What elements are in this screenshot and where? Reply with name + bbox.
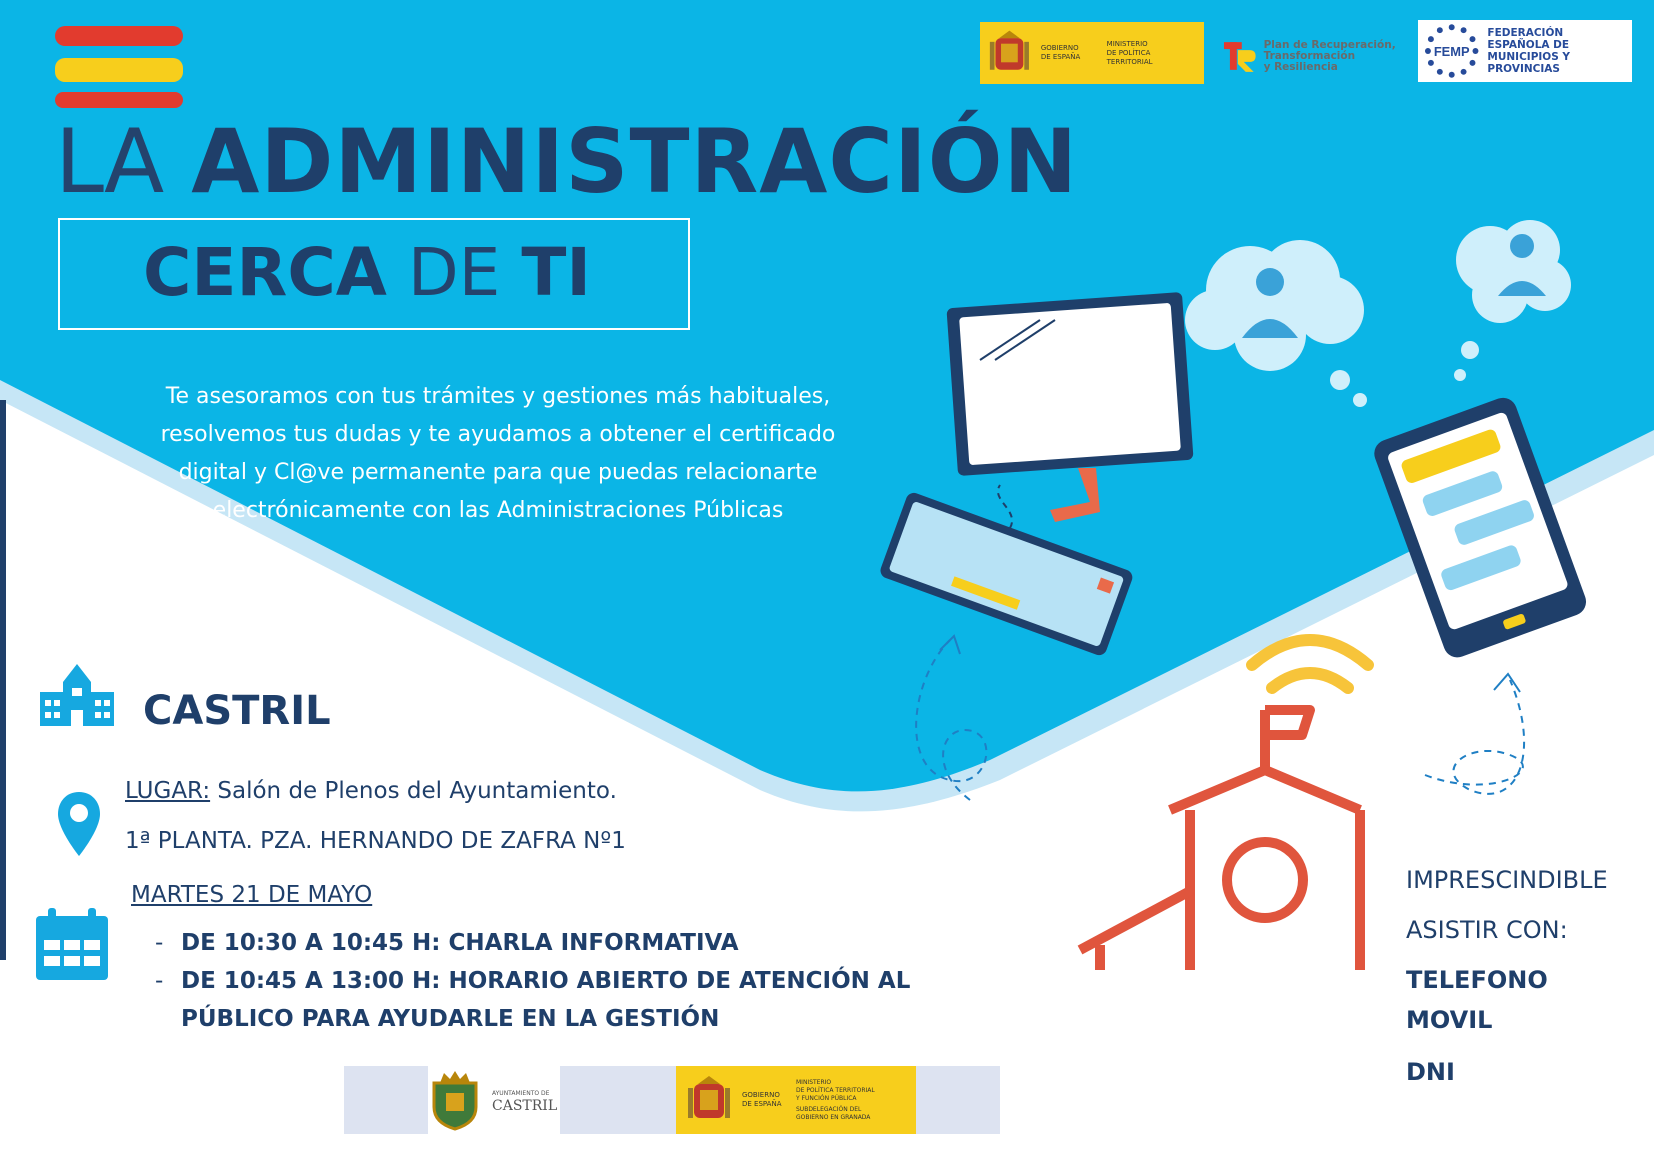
- ministry-text: MINISTERIO DE POLÍTICA TERRITORIAL: [1106, 39, 1153, 66]
- title-bold: ADMINISTRACIÓN: [191, 110, 1079, 213]
- spain-flag-yellow-bar: [55, 58, 183, 82]
- requirement-phone-2: MOVIL: [1406, 1006, 1493, 1034]
- location-pin-icon: [56, 790, 102, 858]
- prtr-logo: [1222, 34, 1402, 78]
- place-line: [125, 778, 617, 804]
- requirement-heading-1: IMPRESCINDIBLE: [1406, 866, 1608, 894]
- subtitle-bold-1: CERCA: [143, 234, 387, 311]
- place-value: Salón de Plenos del Ayuntamiento.: [217, 778, 617, 804]
- school-building-icon: [1050, 710, 1400, 970]
- requirement-dni: DNI: [1406, 1058, 1455, 1086]
- coat-of-arms-icon: [686, 1074, 732, 1126]
- femp-logo: [1418, 20, 1632, 82]
- spain-flag-icon: [55, 26, 183, 46]
- description-line: resolvemos tus dudas y te ayudamos a obtener el certificado: [160, 422, 836, 447]
- page-title: [55, 110, 1079, 213]
- spain-flag-red-bar: [55, 92, 183, 108]
- wifi-signal-icon: [1252, 640, 1368, 688]
- subtitle-light: DE: [407, 234, 501, 311]
- prtr-icon: [1222, 38, 1258, 74]
- schedule-item: PÚBLICO PARA AYUDARLE EN LA GESTIÓN: [181, 1006, 720, 1032]
- femp-text: FEDERACIÓN ESPAÑOLA DE MUNICIPIOS Y PROVINCIAS: [1487, 27, 1571, 75]
- description-line: electrónicamente con las Administraciones Públicas: [212, 498, 784, 523]
- svg-text:FEMP: FEMP: [1433, 43, 1470, 59]
- title-light: LA: [55, 110, 163, 213]
- footer-gobierno-text: GOBIERNO DE ESPAÑA: [742, 1091, 782, 1108]
- town-name: CASTRIL: [143, 688, 331, 734]
- footer-gobierno-logo: [676, 1066, 916, 1134]
- castril-logo: [428, 1066, 560, 1134]
- address: 1ª PLANTA. PZA. HERNANDO DE ZAFRA Nº1: [125, 828, 626, 854]
- town-hall-icon: [38, 662, 116, 728]
- schedule-item: - DE 10:30 A 10:45 H: CHARLA INFORMATIVA: [155, 930, 739, 956]
- subtitle: [143, 234, 591, 311]
- coat-of-arms-icon: [988, 27, 1031, 79]
- place-label: LUGAR:: [125, 778, 211, 804]
- requirement-phone: TELEFONO: [1406, 966, 1548, 994]
- keyboard-icon: [878, 491, 1134, 658]
- computer-monitor-icon: [946, 292, 1193, 522]
- subtitle-bold-2: TI: [521, 234, 591, 311]
- gobierno-logo: [980, 22, 1204, 84]
- requirement-heading-2: ASISTIR CON:: [1406, 916, 1568, 944]
- castril-shield-icon: [428, 1069, 482, 1131]
- calendar-icon: [34, 906, 110, 982]
- event-date: MARTES 21 DE MAYO: [131, 882, 373, 908]
- prtr-text: Plan de Recuperación, Transformación y Resiliencia: [1263, 38, 1396, 73]
- castril-text: AYUNTAMIENTO DE CASTRIL: [492, 1090, 558, 1114]
- schedule-item: - DE 10:45 A 13:00 H: HORARIO ABIERTO DE ATENCIÓN AL: [155, 968, 911, 994]
- footer-ministry-text: MINISTERIO DE POLÍTICA TERRITORIAL Y FUNCIÓN PÚBLICA SUBDELEGACIÓN DEL GOBIERNO EN GRANADA: [796, 1078, 875, 1121]
- femp-stars-icon: [1422, 22, 1481, 80]
- description-line: Te asesoramos con tus trámites y gestiones más habituales,: [165, 384, 831, 409]
- description-line: digital y Cl@ve permanente para que puedas relacionarte: [178, 460, 818, 485]
- gobierno-text: GOBIERNO DE ESPAÑA: [1040, 44, 1081, 61]
- illustrations: [870, 210, 1654, 970]
- description: [118, 378, 878, 530]
- tablet-chat-icon: [1370, 394, 1590, 661]
